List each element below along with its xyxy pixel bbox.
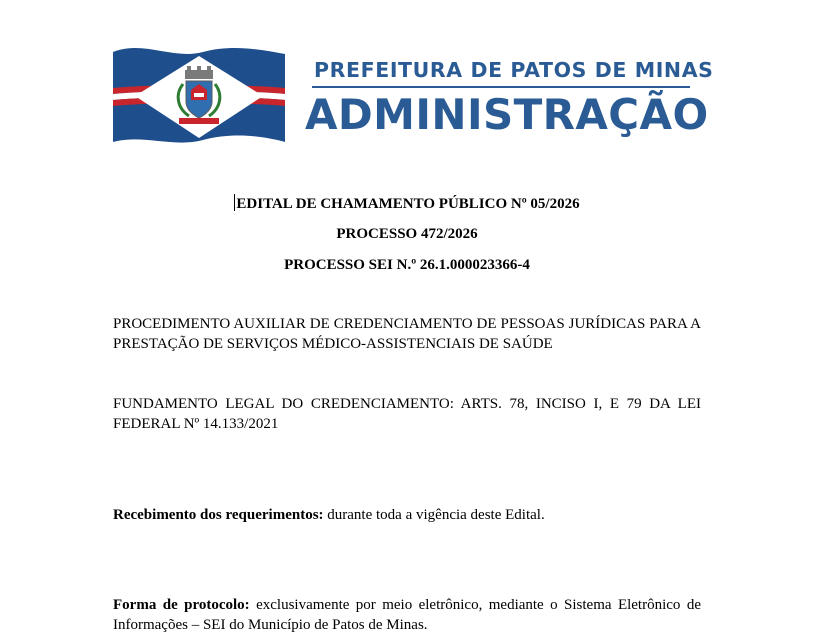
legal-basis-text: FUNDAMENTO LEGAL DO CREDENCIAMENTO: ARTS. 78, INCISO I, E 79 DA LEI FEDERAL Nº 14.133/2021 [113,396,701,432]
edital-title-text: EDITAL DE CHAMAMENTO PÚBLICO Nº 05/2026 [236,196,580,212]
legal-basis [113,394,701,434]
procedure-text: PROCEDIMENTO AUXILIAR DE CREDENCIAMENTO DE PESSOAS JURÍDICAS PARA A PRESTAÇÃO DE SERVIÇOS MÉDICO-ASSISTENCIAIS DE SAÚDE [113,316,701,352]
procedure-description [113,314,701,354]
document-header [0,0,814,170]
edital-title[interactable] [0,194,814,213]
patos-de-minas-flag-icon [113,44,285,148]
receipt-paragraph [113,505,701,525]
coat-of-arms-ribbon [179,118,219,124]
logo-subtitle: PREFEITURA DE PATOS DE MINAS [314,58,714,82]
logo-title: ADMINISTRAÇÃO [305,90,709,139]
protocol-paragraph [113,595,701,635]
protocol-label: Forma de protocolo: [113,597,250,613]
protocol-text: exclusivamente por meio eletrônico, mediante o Sistema Eletrônico de Informações – SEI do Município de Patos de Minas. [113,597,701,633]
receipt-text: durante toda a vigência deste Edital. [323,507,545,523]
sei-process-number: PROCESSO SEI N.º 26.1.000023366-4 [284,257,530,273]
logo-divider [312,86,690,88]
receipt-label: Recebimento dos requerimentos: [113,507,324,523]
process-number: PROCESSO 472/2026 [336,226,478,242]
